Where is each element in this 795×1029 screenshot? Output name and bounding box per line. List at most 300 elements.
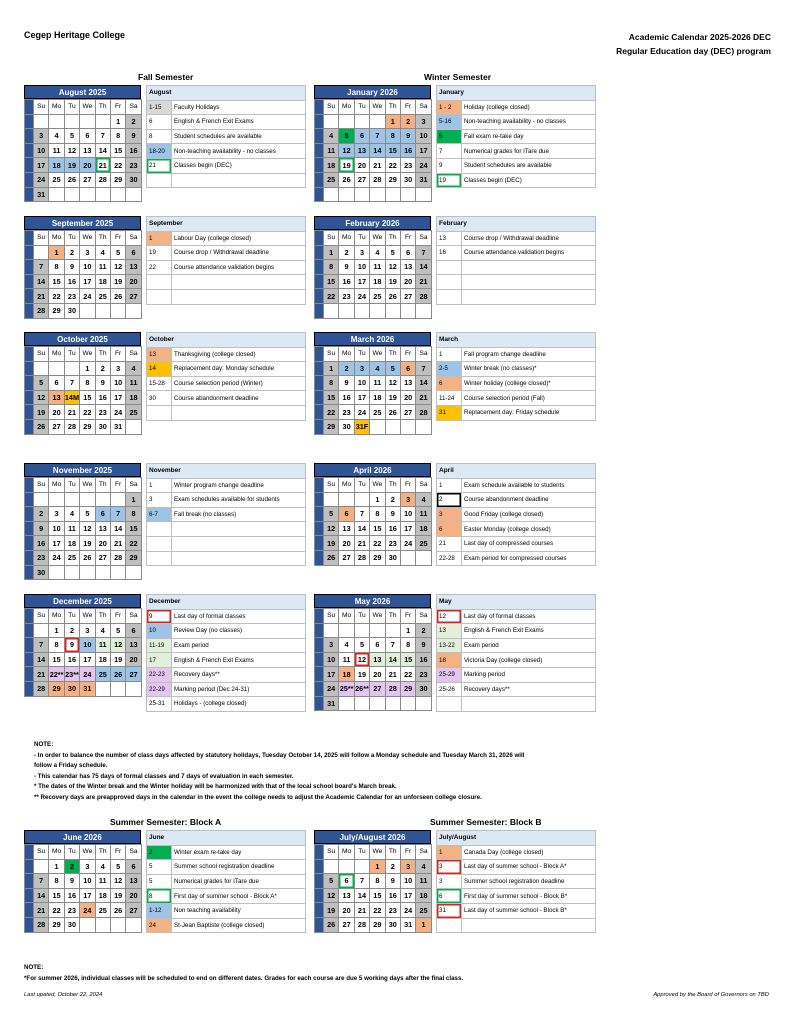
day-cell: 11 [95,638,110,653]
day-cell: 27 [400,405,415,420]
event-description: Course attendance validation begins [462,246,596,261]
day-cell: 5 [339,129,354,144]
day-cell: 5 [385,361,400,376]
day-cell: 21 [354,536,369,551]
weekday-header: Su [324,347,339,362]
week-marker [25,681,34,696]
month-grid [24,844,142,933]
event-date: 19 [147,246,172,261]
day-cell: 25 [370,289,385,304]
day-cell: 13 [354,143,369,158]
month-calendar [314,332,432,435]
week-marker [25,100,34,115]
day-cell: 25** [339,681,354,696]
day-cell: 7 [416,245,431,260]
day-cell: 10 [400,507,415,522]
week-marker [25,303,34,318]
day-cell: 14 [354,521,369,536]
day-cell: 27 [126,903,141,918]
event-description: Exam schedules available for students [172,493,306,508]
event-date: 1 - 2 [437,100,462,115]
day-cell: 26 [385,289,400,304]
events-month-title: December [147,595,306,610]
empty-day-cell [385,187,400,202]
event-description: Replacement day: Friday schedule [462,405,596,420]
day-cell: 18 [370,390,385,405]
empty-day-cell [339,187,354,202]
empty-day-cell [400,187,415,202]
weekday-header: Tu [354,347,369,362]
day-cell: 17 [324,667,339,682]
week-marker [315,143,324,158]
day-cell: 30 [34,565,49,580]
day-cell: 8 [49,638,64,653]
empty-day-cell [339,303,354,318]
weekday-header: Mo [339,231,354,246]
month-calendar [314,830,432,933]
day-cell: 30 [64,303,79,318]
empty-day-cell [339,859,354,874]
event-description: Last day of formal classes [172,609,306,624]
month-calendar [314,85,432,202]
week-marker [315,917,324,932]
empty-day-cell [80,917,95,932]
month-grid [24,608,142,697]
weekday-header: Th [95,231,110,246]
day-cell: 9 [385,874,400,889]
month-grid [314,99,432,202]
day-cell: 23 [126,158,141,173]
event-description: Marking period [462,667,596,682]
day-cell: 8 [80,376,95,391]
day-cell: 14 [34,274,49,289]
month-title-label: July/August 2026 [339,833,406,842]
college-name: Cegep Heritage College [24,30,126,40]
empty-day-cell [64,565,79,580]
day-cell: 18 [416,888,431,903]
week-marker [25,361,34,376]
event-date: 13 [437,624,462,639]
empty-day-cell [64,492,79,507]
weekday-header: Sa [126,478,141,493]
week-marker [25,172,34,187]
day-cell: 23 [64,289,79,304]
empty-day-cell [34,245,49,260]
month-title-label: October 2025 [57,335,108,344]
weekday-header: Fr [110,231,125,246]
day-cell: 24 [80,903,95,918]
day-cell: 17 [400,521,415,536]
day-cell: 9 [126,129,141,144]
week-marker [315,245,324,260]
event-date: 19 [437,173,462,188]
empty-day-cell [385,419,400,434]
event-description: Fall program change deadline [462,347,596,362]
event-description [172,551,306,566]
day-cell: 15 [80,390,95,405]
event-date: 1 [437,347,462,362]
week-marker [25,667,34,682]
day-cell: 18 [95,274,110,289]
events-month-title: July/August [437,831,596,846]
day-cell: 22 [400,667,415,682]
day-cell: 17 [34,158,49,173]
empty-day-cell [354,114,369,129]
month-title-label: May 2026 [354,597,391,606]
event-description: Course drop / Withdrawal deadline [172,246,306,261]
weekday-header: Su [34,231,49,246]
empty-day-cell [80,187,95,202]
events-table [146,830,306,933]
day-cell: 16 [400,143,415,158]
day-cell: 4 [339,638,354,653]
day-cell: 4 [370,245,385,260]
weekday-header: We [80,609,95,624]
empty-day-cell [339,114,354,129]
event-date: 2-5 [437,362,462,377]
event-description: Student schedules are available [462,158,596,173]
event-date: 30 [147,391,172,406]
day-cell: 24 [80,289,95,304]
empty-day-cell [370,419,385,434]
week-marker [315,172,324,187]
day-cell: 31 [80,681,95,696]
day-cell: 30 [385,917,400,932]
week-marker [315,260,324,275]
event-date: 3 [437,860,462,875]
day-cell: 9 [64,638,79,653]
day-cell: 4 [324,129,339,144]
event-description [172,405,306,420]
day-cell: 2 [385,859,400,874]
empty-day-cell [80,303,95,318]
month-calendar [24,216,142,319]
day-cell: 18 [416,521,431,536]
day-cell: 3 [400,859,415,874]
day-cell: 29 [385,172,400,187]
events-table [436,830,596,933]
day-cell: 30 [400,172,415,187]
day-cell: 16 [339,274,354,289]
day-cell: 8 [324,260,339,275]
week-marker [25,550,34,565]
month-title [24,594,141,608]
week-marker [315,390,324,405]
day-cell: 29 [80,419,95,434]
month-title-label: January 2026 [347,88,398,97]
day-cell: 16 [34,536,49,551]
events-table [436,332,596,421]
empty-day-cell [370,696,385,711]
weekday-header: Fr [110,347,125,362]
day-cell: 21 [370,158,385,173]
weekday-header: Sa [416,609,431,624]
weekday-header: Tu [354,100,369,115]
empty-day-cell [354,696,369,711]
week-marker [25,521,34,536]
day-cell: 11 [339,652,354,667]
note-line: follow a Friday schedule. [34,762,108,769]
weekday-header: Su [324,478,339,493]
day-cell: 3 [354,361,369,376]
calendar-title-line1: Academic Calendar 2025-2026 DEC [628,32,771,42]
month-title-label: March 2026 [350,335,395,344]
weekday-header: Mo [339,609,354,624]
event-description: Exam period [172,638,306,653]
event-date: 13 [147,347,172,362]
empty-day-cell [95,492,110,507]
day-cell: 22 [80,405,95,420]
month-title-label: April 2026 [353,466,392,475]
day-cell: 30 [64,681,79,696]
day-cell: 1 [126,492,141,507]
day-cell: 16 [126,143,141,158]
day-cell: 18 [64,536,79,551]
day-cell: 13 [400,260,415,275]
day-cell: 12 [110,260,125,275]
event-date: 6 [437,522,462,537]
day-cell: 4 [95,245,110,260]
week-marker [315,609,324,624]
day-cell: 18 [370,274,385,289]
day-cell: 2 [126,114,141,129]
day-cell: 7 [354,507,369,522]
weekday-header: Fr [400,231,415,246]
day-cell: 20 [49,405,64,420]
day-cell: 12 [324,521,339,536]
day-cell: 14 [416,376,431,391]
event-date [147,551,172,566]
day-cell: 26 [110,289,125,304]
day-cell: 9 [385,507,400,522]
day-cell: 16 [416,652,431,667]
week-marker [315,536,324,551]
event-description: Numerical grades for ITare due [172,874,306,889]
month-grid [24,477,142,580]
day-cell: 27 [370,681,385,696]
month-title [24,830,141,844]
week-marker [315,667,324,682]
day-cell: 24 [49,550,64,565]
day-cell: 10 [80,874,95,889]
day-cell: 16 [64,652,79,667]
empty-day-cell [126,419,141,434]
day-cell: 21 [416,390,431,405]
day-cell: 28 [385,681,400,696]
summer-block-a-title: Summer Semester: Block A [110,817,222,827]
empty-day-cell [49,492,64,507]
week-marker [315,521,324,536]
empty-day-cell [110,187,125,202]
day-cell: 29 [126,550,141,565]
event-date: 12 [437,609,462,624]
week-marker [25,845,34,860]
day-cell: 21 [64,405,79,420]
month-grid [24,230,142,319]
day-cell: 25 [416,536,431,551]
weekday-header: Mo [339,100,354,115]
day-cell: 12 [110,874,125,889]
event-description [462,697,596,712]
day-cell: 14 [354,888,369,903]
week-marker [25,376,34,391]
event-description [172,173,306,188]
day-cell: 4 [370,361,385,376]
week-marker [25,478,34,493]
weekday-header: Sa [416,347,431,362]
day-cell: 17 [354,274,369,289]
weekday-header: We [370,100,385,115]
day-cell: 12 [80,521,95,536]
events-table [436,216,596,305]
empty-day-cell [64,361,79,376]
weekday-header: Tu [64,347,79,362]
event-date [437,289,462,304]
empty-day-cell [80,114,95,129]
week-marker [25,231,34,246]
event-description [172,522,306,537]
week-marker [25,347,34,362]
event-date: 22-23 [147,667,172,682]
day-cell: 26 [324,550,339,565]
empty-day-cell [354,492,369,507]
day-cell: 25 [95,289,110,304]
day-cell: 10 [34,143,49,158]
empty-day-cell [400,303,415,318]
approval-note: Approved by the Board of Governors on TBD [653,992,769,998]
weekday-header: Tu [64,100,79,115]
month-title-label: November 2025 [52,466,113,475]
events-month-title: November [147,464,306,479]
weekday-header: Fr [400,845,415,860]
events-table [146,216,306,305]
day-cell: 1 [324,245,339,260]
day-cell: 2 [385,492,400,507]
month-calendar [314,463,432,566]
week-marker [315,100,324,115]
week-marker [315,361,324,376]
day-cell: 12 [110,638,125,653]
day-cell: 26 [110,903,125,918]
events-table [436,463,596,566]
event-date: 5 [147,874,172,889]
day-cell: 17 [80,274,95,289]
day-cell: 19 [385,390,400,405]
week-marker [25,114,34,129]
day-cell: 27 [400,289,415,304]
day-cell: 24 [400,536,415,551]
event-date: 14 [147,362,172,377]
event-date: 18-20 [147,144,172,159]
month-title [314,332,431,346]
event-date: 22 [147,260,172,275]
day-cell: 21 [354,903,369,918]
weekday-header: Tu [354,845,369,860]
week-marker [315,274,324,289]
events-month-title: October [147,333,306,348]
event-description [462,918,596,933]
empty-day-cell [110,917,125,932]
event-date [147,405,172,420]
day-cell: 1 [370,492,385,507]
weekday-header: Mo [339,347,354,362]
day-cell: 6 [354,129,369,144]
day-cell: 25 [64,550,79,565]
event-description: Student schedules are available [172,129,306,144]
event-description: English & French Exit Exams [172,115,306,130]
event-description: Non-teaching availability - no classes [462,115,596,130]
day-cell: 11 [324,143,339,158]
day-cell: 1 [49,859,64,874]
day-cell: 1 [416,917,431,932]
event-date: 1 [147,478,172,493]
day-cell: 26 [324,917,339,932]
week-marker [25,917,34,932]
event-date: 10 [147,624,172,639]
day-cell: 3 [354,245,369,260]
event-date: 6 [437,889,462,904]
day-cell: 16 [385,521,400,536]
empty-day-cell [110,681,125,696]
event-description: Winter program change deadline [172,478,306,493]
day-cell: 21 [34,289,49,304]
day-cell: 27 [126,667,141,682]
day-cell: 19 [80,536,95,551]
day-cell: 4 [126,361,141,376]
weekday-header: Tu [354,478,369,493]
week-marker [315,187,324,202]
weekday-header: Th [385,347,400,362]
weekday-header: Tu [354,609,369,624]
day-cell: 18 [95,888,110,903]
event-date: 11-19 [147,638,172,653]
weekday-header: Fr [110,609,125,624]
day-cell: 15 [324,390,339,405]
week-marker [315,231,324,246]
event-description: Victoria Day (college closed) [462,653,596,668]
weekday-header: Th [385,609,400,624]
events-month-title: May [437,595,596,610]
day-cell: 2 [339,245,354,260]
week-marker [315,903,324,918]
month-title-label: June 2026 [63,833,102,842]
day-cell: 1 [400,623,415,638]
day-cell: 12 [354,652,369,667]
day-cell: 8 [370,874,385,889]
day-cell: 2 [400,114,415,129]
day-cell: 9 [64,260,79,275]
day-cell: 29 [324,419,339,434]
empty-day-cell [34,492,49,507]
month-calendar [314,216,432,319]
day-cell: 28 [95,172,110,187]
events-month-title: March [437,333,596,348]
empty-day-cell [370,187,385,202]
day-cell: 28 [34,681,49,696]
month-title [24,216,141,230]
day-cell: 27 [126,289,141,304]
empty-day-cell [370,114,385,129]
day-cell: 20 [126,888,141,903]
empty-day-cell [354,303,369,318]
week-marker [315,347,324,362]
event-description: Course drop / Withdrawal deadline [462,231,596,246]
day-cell: 19 [34,405,49,420]
day-cell: 5 [80,507,95,522]
day-cell: 22 [324,289,339,304]
day-cell: 25 [416,903,431,918]
day-cell: 1 [324,361,339,376]
